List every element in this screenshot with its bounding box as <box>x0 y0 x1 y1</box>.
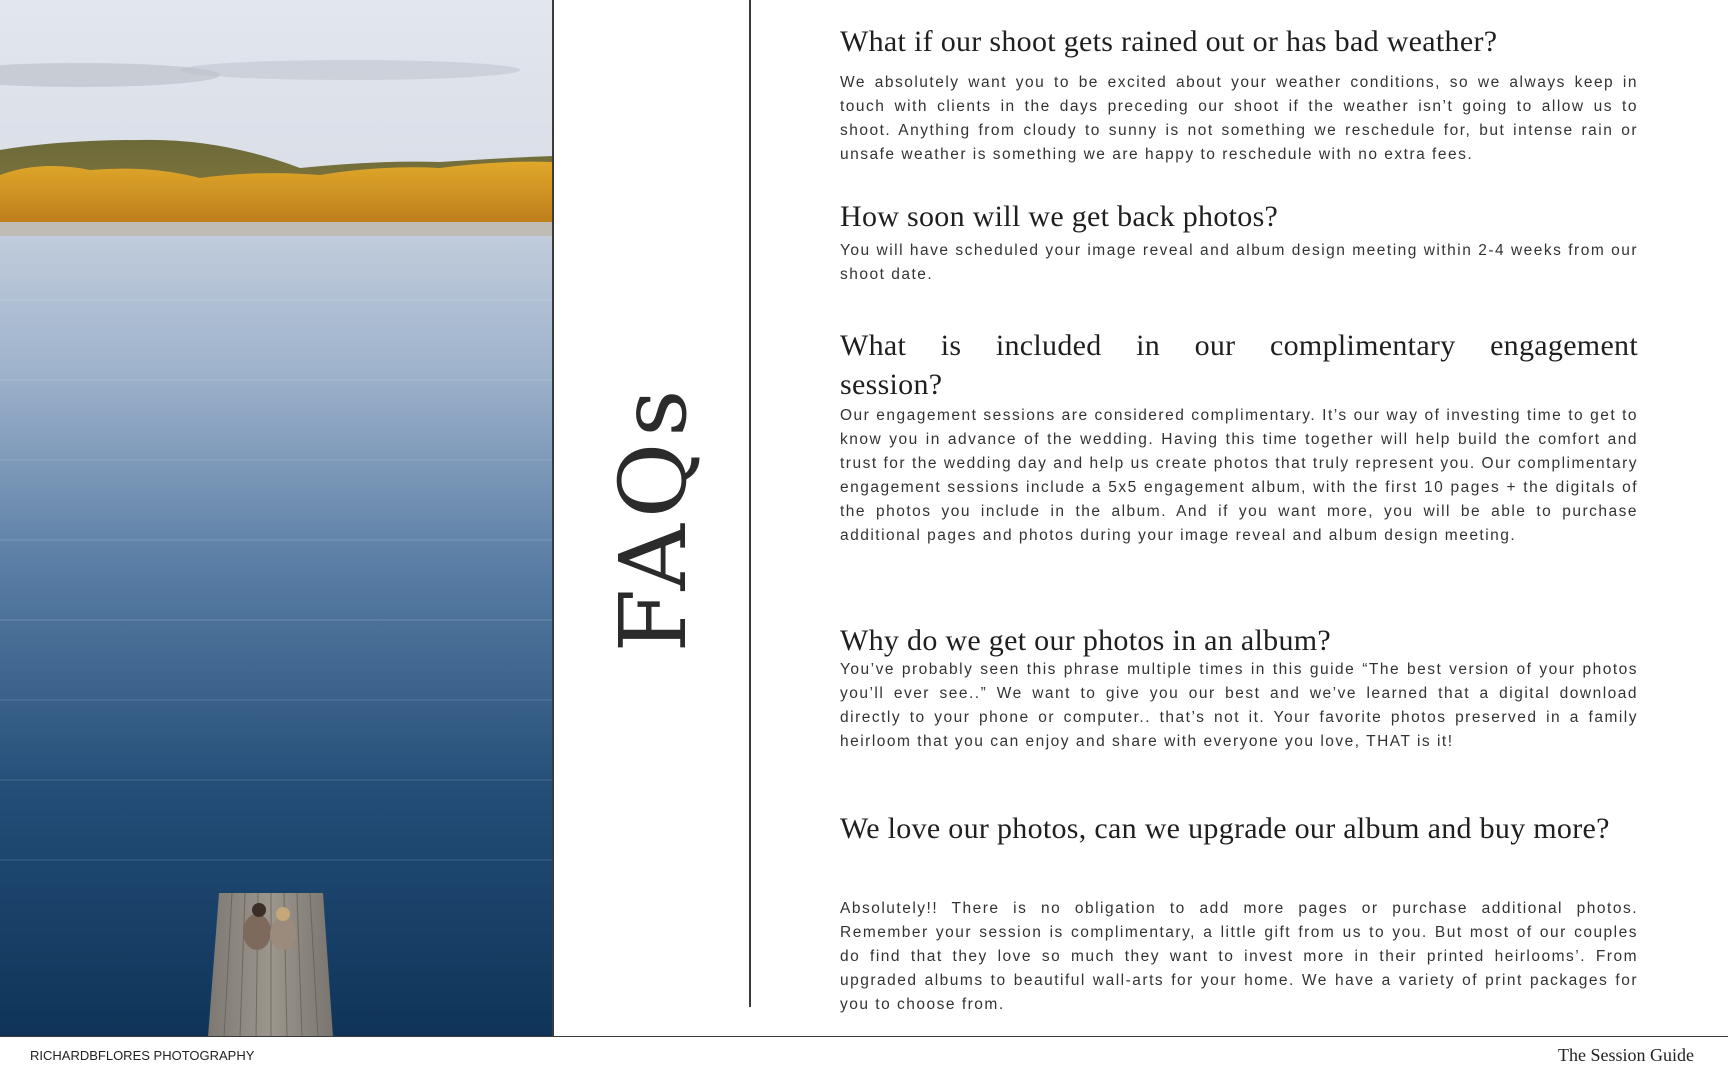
faq-answer: You’ve probably seen this phrase multiple times in this guide “The best version of your photos you’ll ever see..” We want to give you our best and we’ve learned that a digital download directly to your phone or computer.. that’s not it. Your favorite photos preserved in a family heirloom that you can enjoy and share with everyone you love, THAT is it! <box>840 661 1638 750</box>
lake-dock-couple-photo <box>0 0 553 1037</box>
footer-divider <box>0 1036 1728 1037</box>
faq-question: What is included in our complimentary engagement session? <box>840 329 1638 401</box>
vertical-divider <box>749 0 751 1007</box>
footer-guide-title: The Session Guide <box>1558 1045 1694 1065</box>
faq-question: How soon will we get back photos? <box>840 200 1279 233</box>
footer-brand: RICHARDBFLORES PHOTOGRAPHY <box>30 1048 255 1063</box>
faq-answer: Our engagement sessions are considered complimentary. It’s our way of investing time to get to know you in advance of the wedding. Having this time together will help build the comfort and trust for the wedding day and help us create photos that truly represent you. Our complimentary engagement sessions include a 5x5 engagement album, with the first 10 pages + the digitals of the photos you include in the album. And if you want more, you will be able to purchase additional pages and photos during your image reveal and album design meeting. <box>840 407 1638 544</box>
faq-question: What if our shoot gets rained out or has bad weather? <box>840 25 1498 58</box>
hero-photo <box>0 0 553 1037</box>
section-title: FAQs <box>600 383 707 653</box>
photo-divider <box>552 0 554 1037</box>
faq-question: We love our photos, can we upgrade our album and buy more? <box>840 812 1610 845</box>
faq-answer: Absolutely!! There is no obligation to add more pages or purchase additional photos. Remember your session is complimentary, a little gift from us to you. But most of our couples do find that they love so much they want to invest more in their printed heirlooms’. From upgraded albums to beautiful wall-arts for your home. We have a variety of print packages for you to choose from. <box>840 900 1638 1013</box>
faq-answer: You will have scheduled your image reveal and album design meeting within 2-4 weeks from our shoot date. <box>840 242 1638 283</box>
faq-question: Why do we get our photos in an album? <box>840 624 1331 657</box>
faq-answer: We absolutely want you to be excited about your weather conditions, so we always keep in touch with clients in the days preceding our shoot if the weather isn’t going to allow us to shoot. Anything from cloudy to sunny is not something we reschedule for, but intense rain or unsafe weather is something we are happy to reschedule with no extra fees. <box>840 74 1638 163</box>
